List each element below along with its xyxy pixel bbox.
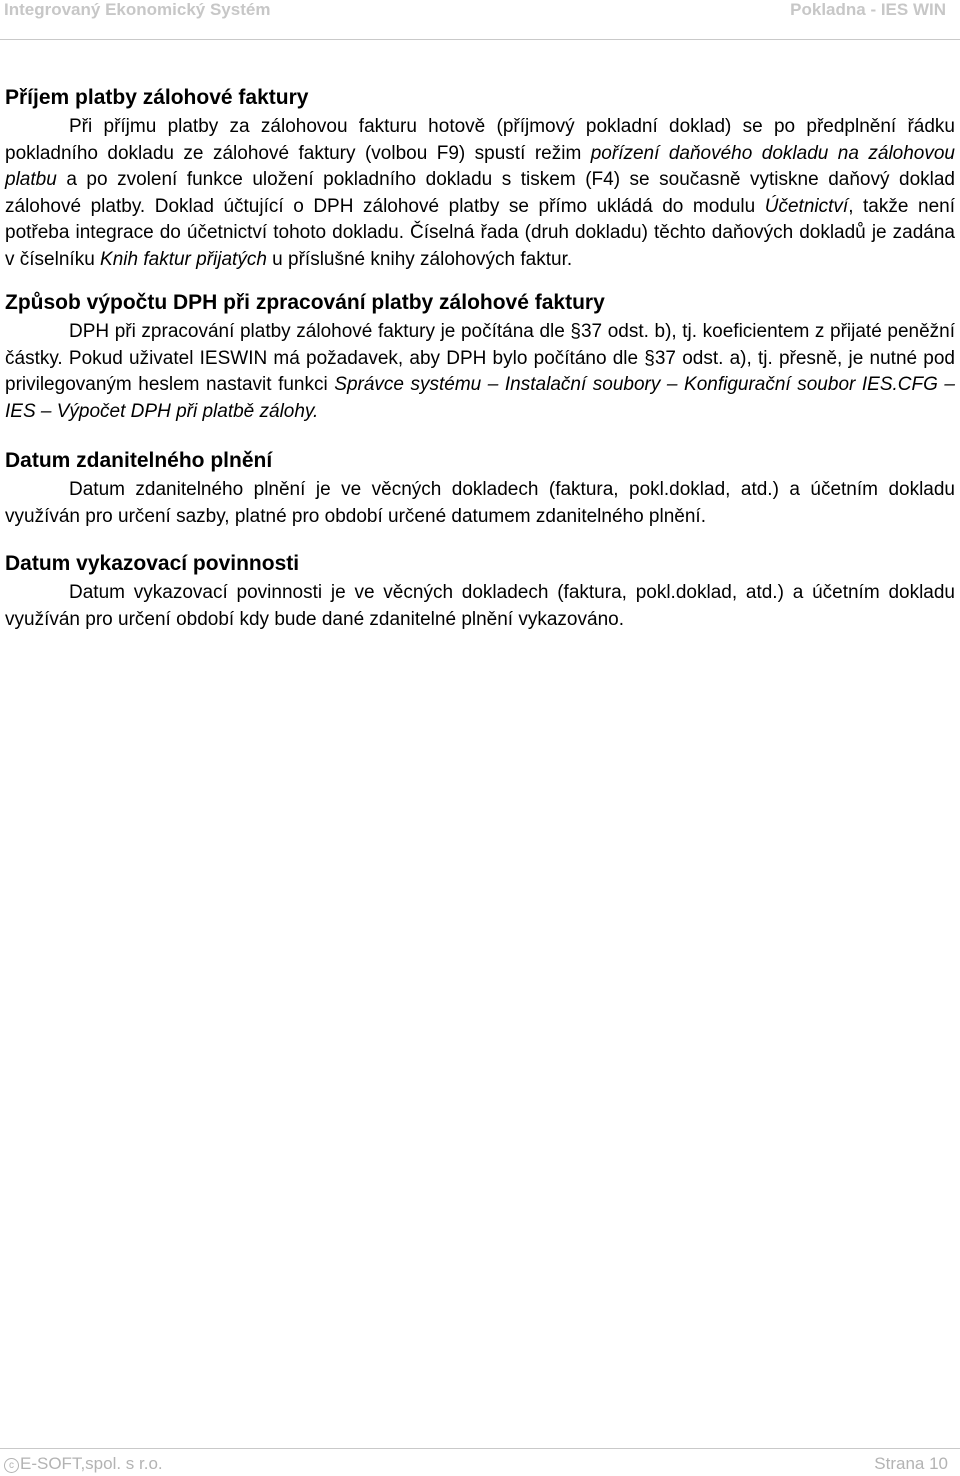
italic-term: Účetnictví [764, 195, 849, 217]
section-heading: Příjem platby zálohové faktury [5, 86, 309, 109]
text-run: u příslušné knihy zálohových faktur. [266, 248, 573, 270]
text-run: , takže není potřeba integrace do účetnictví tohoto dokladu. Číselná řada (druh dokladu) těchto daňových dokladů je zadána v číselníku [5, 195, 955, 270]
section-paragraph: Datum vykazovací povinnosti je ve věcných dokladech (faktura, pokl.doklad, atd.) a účetním dokladu využíván pro určení období kdy bude dané zdanitelné plnění vykazováno. [5, 582, 955, 630]
footer-company [4, 1454, 163, 1474]
section-paragraph: Datum zdanitelného plnění je ve věcných dokladech (faktura, pokl.doklad, atd.) a účetním dokladu využíván pro určení sazby, platné pro období určené datumem zdanitelného plnění. [5, 479, 955, 527]
text-run: a po zvolení funkce uložení pokladního dokladu s tiskem (F4) se současně vytiskne daňový doklad zálohové platby. Doklad účtující o DPH zálohové platby se přímo ukládá do modulu [5, 169, 955, 217]
page-header [0, 0, 960, 40]
header-module-name: Pokladna - IES WIN [790, 0, 946, 19]
page-footer [0, 1448, 960, 1476]
italic-term: Správce systému – Instalační soubory – Konfigurační soubor IES.CFG – IES – Výpočet DPH při platbě zálohy. [5, 374, 955, 422]
company-name: E-SOFT,spol. s r.o. [20, 1454, 163, 1473]
text-run: DPH při zpracování platby zálohové faktury je počítána dle §37 odst. b), tj. koeficientem z přijaté peněžní částky. Pokud uživatel IESWIN má požadavek, aby DPH bylo počítáno dle §37 odst. a), tj. přesně, je nutné pod privilegovaným heslem nastavit funkci [5, 321, 955, 395]
document-body [5, 84, 955, 633]
text-run: Při příjmu platby za zálohovou fakturu hotově (příjmový pokladní doklad) se po předplnění řádku pokladního dokladu ze zálohové faktury (volbou F9) spustí režim [5, 116, 955, 164]
section-datum-zdanitelneho-plneni [5, 447, 955, 530]
section-datum-vykazovaci-povinnosti [5, 550, 955, 633]
italic-term: pořízení daňového dokladu na zálohovou platbu [5, 142, 955, 190]
section-paragraph [5, 114, 955, 273]
section-heading: Způsob výpočtu DPH při zpracování platby zálohové faktury [5, 291, 605, 314]
section-zalohova-faktura [5, 84, 955, 273]
section-vypocet-dph [5, 289, 955, 425]
copyright-icon: c [4, 1458, 19, 1473]
section-heading: Datum zdanitelného plnění [5, 449, 273, 472]
page-number: Strana 10 [874, 1454, 948, 1473]
section-heading: Datum vykazovací povinnosti [5, 552, 300, 575]
italic-term: Knih faktur přijatých [100, 248, 267, 270]
section-paragraph [5, 319, 955, 425]
header-product-name: Integrovaný Ekonomický Systém [4, 0, 271, 19]
footer-divider [0, 1448, 960, 1449]
